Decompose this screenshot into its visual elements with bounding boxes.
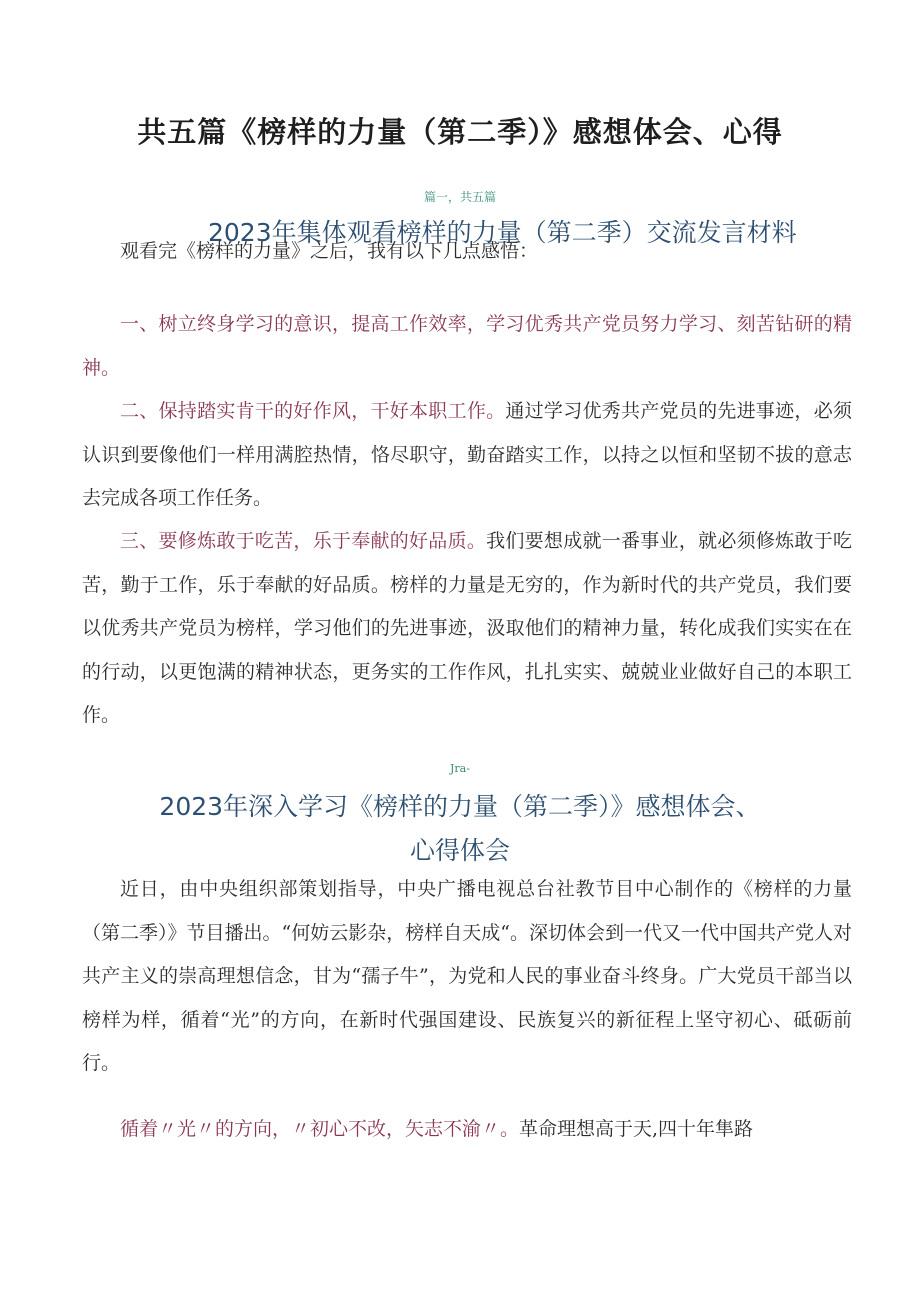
section2-para1-text: 近日，由中央组织部策划指导，中央广播电视总台社教节目中心制作的《榜样的力量（第二季）》节目播出。“何妨云影杂，榜样自天成“。深切体会到一代又一代中国共产党人对共产主义的崇高理想信念，甘为“孺子牛”，为党和人民的事业奋斗终身。广大党员干部当以榜样为样，循着“光”的方向，在新时代强国建设、民族复兴的新征程上坚守初心、砥砺前行。 (82, 878, 852, 1074)
section2-para2-body: 革命理想高于天,四十年隼路 (519, 1118, 754, 1140)
point-1-paragraph (82, 303, 852, 390)
section1-heading: 2023年集体观看榜样的力量（第二季）交流发言材料 (208, 218, 797, 247)
point-2-highlight: 二、保持踏实肯干的好作风，干好本职工作。 (120, 400, 506, 422)
point-2-body: 通过学习优秀共产党员的先进事迹，必须认识到要像他们一样用满腔热情，恪尽职守，勤奋踏实工作，以持之以恒和坚韧不拔的意志去完成各项工作任务。 (82, 400, 852, 509)
section2-label: Jra- (450, 762, 470, 775)
point-3-highlight: 三、要修炼敢于吃苦，乐于奉献的好品质。 (120, 530, 487, 552)
section2-paragraph-2 (82, 1108, 852, 1152)
point-3-paragraph (82, 520, 852, 738)
section2-heading-line2: 心得体会 (409, 836, 510, 865)
section2-paragraph-1 (82, 868, 852, 1086)
point-1-highlight: 一、树立终身学习的意识，提高工作效率，学习优秀共产党员努力学习、刻苦钻研的精神。 (82, 313, 852, 379)
section2-para2-highlight: 循着〃光〃的方向，〃初心不改，矢志不渝〃。 (120, 1118, 520, 1140)
point-3-body: 我们要想成就一番事业，就必须修炼敢于吃苦，勤于工作，乐于奉献的好品质。榜样的力量是无穷的，作为新时代的共产党员，我们要以优秀共产党员为榜样，学习他们的先进事迹，汲取他们的精神力量，转化成我们实实在在的行动，以更饱满的精神状态，更务实的工作作风，扎扎实实、兢兢业业做好自己的本职工作。 (82, 530, 852, 726)
section1-label: 篇一，共五篇 (423, 190, 496, 204)
section2-heading-line1: 2023年深入学习《榜样的力量（第二季）》感想体会、 (159, 792, 761, 821)
intro-text: 观看完《榜样的力量》之后，我有以下几点感悟： (120, 240, 539, 262)
point-2-paragraph (82, 390, 852, 521)
document-title: 共五篇《榜样的力量（第二季）》感想体会、心得 (137, 115, 783, 149)
section1-intro (82, 230, 852, 274)
